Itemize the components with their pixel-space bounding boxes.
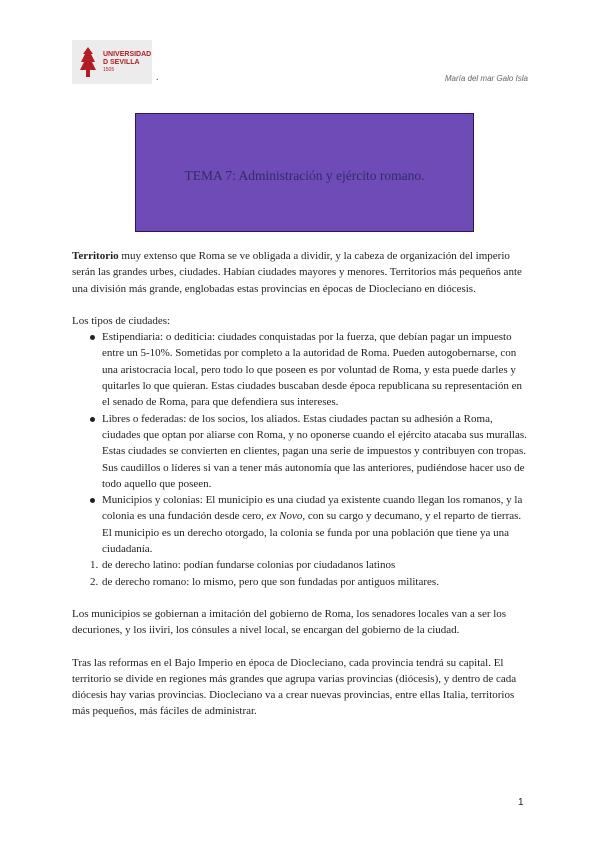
list-item: Estipendiaria: o dediticia: ciudades conquistadas por la fuerza, que debían pagar un impuesto entre un 5-10%. Sometidas por completo a la autoridad de Roma. Pueden autogobernarse, con una aristocracia local, pero todo lo que poseen es por voluntad de Roma, y esta puede darles y quitarles lo que quieran. Estas ciudades buscaban desde época republicana su representación en el senado de Roma, para que defendiera sus intereses. [72,329,532,410]
city-types-list [72,329,532,557]
title-banner [135,113,474,232]
numbered-item-text: de derecho romano: lo mismo, pero que son fundadas por antiguos militares. [102,575,439,588]
intro-text: muy extenso que Roma se ve obligada a dividir, y la cabeza de organización del imperio serán las grandes urbes, ciudades. Habían ciudades mayores y menores. Territorios más pequeños ante una división más grande, englobadas estas provincias en épocas de Diocleciano en diócesis. [72,250,522,295]
item-number: 2. [90,575,99,588]
logo-year: 1505 [103,66,115,73]
page-title: TEMA 7: Administración y ejército romano. [184,167,425,183]
numbered-item [72,574,532,590]
numbered-item-text: de derecho latino: podían fundarse colonias por ciudadanos latinos [102,559,396,572]
author-name: María del mar Galo Isla [444,74,528,83]
list-item-text: Municipios y colonias: El municipio es una ciudad ya existente cuando llegan los romanos, y la colonia es una fundación desde cero, [102,494,523,523]
logo-text [103,51,151,74]
numbered-item [72,557,532,573]
numbered-list [72,557,532,590]
intro-paragraph [72,248,532,297]
university-seal-icon [75,44,101,80]
logo-line-2: D SEVILLA [103,58,140,66]
document-body [72,248,532,720]
logo-line-1: UNIVERSIDAD [103,50,152,58]
intro-bold-term: Territorio [72,250,119,262]
header-dot: . [156,72,159,83]
reformas-paragraph: Tras las reformas en el Bajo Imperio en época de Diocleciano, cada provincia tendrá su capital. El territorio se divide en regiones más grandes que agrupa varias provincias (diócesis), y dentro de cada diócesis hay varias provincias. Diocleciano va a crear nuevas provincias, entre ellas Italia, territorios más pequeños, más fáciles de administrar. [72,656,517,718]
list-item [72,492,532,557]
list-item-italic: ex Novo [266,510,303,523]
item-number: 1. [90,559,99,572]
municipios-paragraph: Los municipios se gobiernan a imitación del gobierno de Roma, los senadores locales van a ser los decuriones, y los iiviri, los cónsules a nivel local, se encargan del gobierno de la ciudad. [72,607,507,637]
university-logo [72,40,152,84]
list-item-text: , con su cargo y decumano, y el reparto de tierras. El municipio es un derecho otorgado, la colonia se funda por una población que tiene ya una ciudadanía. [102,510,522,556]
list-item: Libres o federadas: de los socios, los aliados. Estas ciudades pactan su adhesión a Roma, ciudades que optan por aliarse con Roma, y no oponerse cuando el ejército atacaba sus murallas. Estas ciudades se convierten en clientes, pagan una serie de impuestos y contribuyen con tropas. Sus caudillos o líderes si van a tener más autonomía que las anteriores, pudiéndose hacer uso de todo aquello que poseen. [72,411,532,492]
page-number: 1 [518,797,524,808]
types-heading: Los tipos de ciudades: [72,314,171,327]
